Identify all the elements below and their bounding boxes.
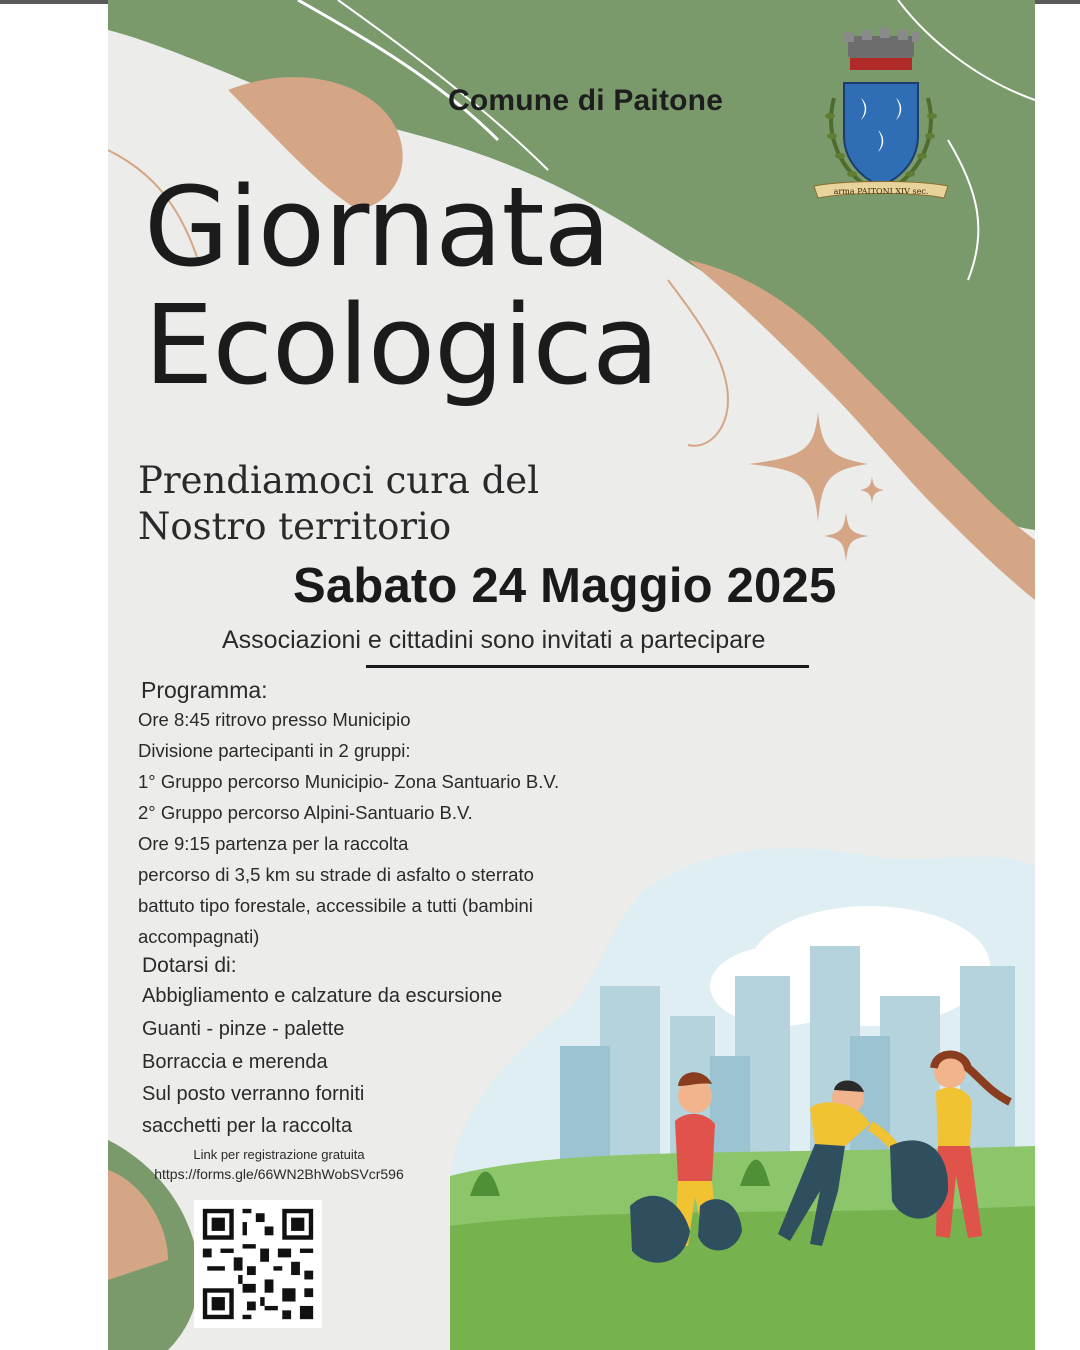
program-line: percorso di 3,5 km su strade di asfalto o sterrato xyxy=(138,864,534,885)
event-date: Sabato 24 Maggio 2025 xyxy=(293,559,837,613)
equipment-heading: Dotarsi di: xyxy=(142,954,237,977)
sparkle-icon xyxy=(748,412,908,582)
equipment-item: Borraccia e merenda xyxy=(142,1051,328,1073)
program-line: accompagnati) xyxy=(138,926,260,947)
crest-motto: arma PAITONI XIV sec. xyxy=(833,187,929,196)
equipment-item: Abbigliamento e calzature da escursione xyxy=(142,985,503,1007)
program-line: battuto tipo forestale, accessibile a tutti (bambini xyxy=(138,895,533,916)
equipment-item: Guanti - pinze - palette xyxy=(142,1018,345,1040)
subtitle-line-2: Nostro territorio xyxy=(138,505,452,548)
invitation-text: Associazioni e cittadini sono invitati a partecipare xyxy=(222,626,766,654)
municipality-name: Comune di Paitone xyxy=(448,84,724,117)
program-line: 2° Gruppo percorso Alpini-Santuario B.V. xyxy=(138,802,473,823)
cleanup-illustration xyxy=(450,846,1035,1350)
equipment-item: sacchetti per la raccolta xyxy=(142,1115,353,1137)
subtitle xyxy=(138,458,539,550)
equipment-item: Sul posto verranno forniti xyxy=(142,1083,365,1105)
divider xyxy=(366,665,809,668)
title-line-2: Ecologica xyxy=(144,281,659,409)
crest-icon xyxy=(806,28,956,203)
program-line: Divisione partecipanti in 2 gruppi: xyxy=(138,740,411,761)
program-line: Ore 9:15 partenza per la raccolta xyxy=(138,833,409,854)
equipment-section xyxy=(142,952,502,1143)
qr-code-icon[interactable] xyxy=(194,1200,322,1328)
registration-block xyxy=(124,1146,434,1185)
program-heading: Programma: xyxy=(141,677,268,703)
registration-link[interactable]: https://forms.gle/66WN2BhWobSVcr596 xyxy=(154,1166,404,1182)
page-title xyxy=(144,163,659,409)
registration-label: Link per registrazione gratuita xyxy=(193,1147,365,1162)
program-line: 1° Gruppo percorso Municipio- Zona Santuario B.V. xyxy=(138,771,560,792)
title-line-1: Giornata xyxy=(144,163,611,291)
subtitle-line-1: Prendiamoci cura del xyxy=(138,459,540,502)
program-line: Ore 8:45 ritrovo presso Municipio xyxy=(138,709,411,730)
poster xyxy=(108,0,1035,1350)
